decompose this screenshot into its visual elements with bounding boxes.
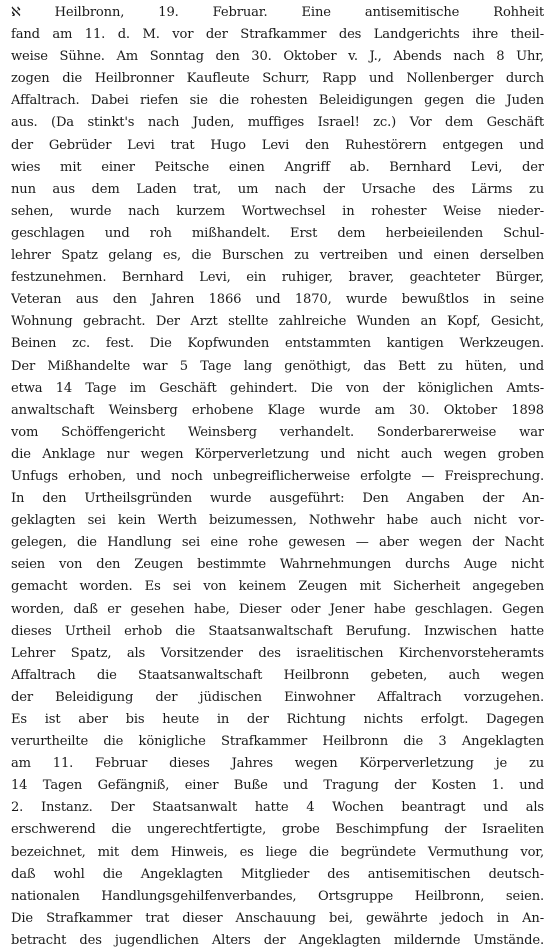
article-line: 2. Instanz. Der Staatsanwalt hatte 4 Wochen beantragt und als bbox=[11, 800, 544, 816]
article-line: bezeichnet, mit dem Hinweis, es liege die begründete Vermuthung vor, bbox=[11, 844, 544, 860]
article-line: seien von den Zeugen bestimmte Wahrnehmungen durchs Auge nicht bbox=[11, 557, 544, 573]
article-line: Der Mißhandelte war 5 Tage lang genöthigt, das Bett zu hüten, und bbox=[11, 358, 544, 374]
article-line: Wohnung gebracht. Der Arzt stellte zahlreiche Wunden an Kopf, Gesicht, bbox=[11, 314, 544, 330]
article-line: vom Schöffengericht Weinsberg verhandelt. Sonderbarerweise war bbox=[11, 424, 544, 440]
article-line: geschlagen und roh mißhandelt. Erst dem herbeieilenden Schul- bbox=[11, 225, 544, 241]
article-line: daß wohl die Angeklagten Mitglieder des antisemitischen deutsch- bbox=[11, 866, 544, 882]
article-line: fand am 11. d. M. vor der Strafkammer des Landgerichts ihre theil- bbox=[11, 27, 544, 43]
article-line: die Anklage nur wegen Körperverletzung und nicht auch wegen groben bbox=[11, 446, 544, 462]
article-line: zogen die Heilbronner Kaufleute Schurr, Rapp und Nollenberger durch bbox=[11, 71, 544, 87]
article-line: weise Sühne. Am Sonntag den 30. Oktober v. J., Abends nach 8 Uhr, bbox=[11, 49, 544, 65]
article-line: Affaltrach die Staatsanwaltschaft Heilbronn gebeten, auch wegen bbox=[11, 667, 544, 683]
article-line: erschwerend die ungerechtfertigte, grobe Beschimpfung der Israeliten bbox=[11, 822, 544, 838]
article-line: Veteran aus den Jahren 1866 und 1870, wurde bewußtlos in seine bbox=[11, 292, 544, 308]
article-line: anwaltschaft Weinsberg erhobene Klage wurde am 30. Oktober 1898 bbox=[11, 402, 544, 418]
article-line: gelegen, die Handlung sei eine rohe gewesen — aber wegen der Nacht bbox=[11, 535, 544, 551]
article-line: Beinen zc. fest. Die Kopfwunden entstammten kantigen Werkzeugen. bbox=[11, 336, 544, 352]
article-line: In den Urtheilsgründen wurde ausgeführt: Den Angaben der An- bbox=[11, 491, 544, 507]
article-line: Lehrer Spatz, als Vorsitzender des israelitischen Kirchenvorsteheramts bbox=[11, 645, 544, 661]
article-line: verurtheilte die königliche Strafkammer Heilbronn die 3 Angeklagten bbox=[11, 734, 544, 750]
article-line: nun aus dem Laden trat, um nach der Ursache des Lärms zu bbox=[11, 181, 544, 197]
article-line: der Gebrüder Levi trat Hugo Levi den Ruhestörern entgegen und bbox=[11, 137, 544, 153]
article-line: festzunehmen. Bernhard Levi, ein ruhiger, braver, geachteter Bürger, bbox=[11, 270, 544, 286]
article-line: sehen, wurde nach kurzem Wortwechsel in rohester Weise nieder- bbox=[11, 203, 544, 219]
article-line: betracht des jugendlichen Alters der Angeklagten mildernde Umstände. bbox=[11, 932, 544, 948]
article-line: Unfugs erhoben, und noch unbegreiflicherweise erfolgte — Freisprechung. bbox=[11, 468, 544, 484]
article-line: Affaltrach. Dabei riefen sie die rohesten Beleidigungen gegen die Juden bbox=[11, 93, 544, 109]
article-line: aus. (Da stinkt's nach Juden, muffiges Israel! zc.) Vor dem Geschäft bbox=[11, 115, 544, 131]
article-line: wies mit einer Peitsche einen Angriff ab. Bernhard Levi, der bbox=[11, 159, 544, 175]
article-line: der Beleidigung der jüdischen Einwohner Affaltrach vorzugehen. bbox=[11, 689, 544, 705]
article-line: worden, daß er gesehen habe, Dieser oder Jener habe geschlagen. Gegen bbox=[11, 601, 544, 617]
article-line: gemacht worden. Es sei von keinem Zeugen mit Sicherheit angegeben bbox=[11, 579, 544, 595]
article-line: 14 Tagen Gefängniß, einer Buße und Tragung der Kosten 1. und bbox=[11, 778, 544, 794]
article-line: Die Strafkammer trat dieser Anschauung bei, gewährte jedoch in An- bbox=[11, 910, 544, 926]
news-article bbox=[11, 2, 544, 952]
article-line: nationalen Handlungsgehilfenverbandes, Ortsgruppe Heilbronn, seien. bbox=[11, 888, 544, 904]
article-line: dieses Urtheil erhob die Staatsanwaltschaft Berufung. Inzwischen hatte bbox=[11, 623, 544, 639]
article-line: lehrer Spatz gelang es, die Burschen zu vertreiben und einen derselben bbox=[11, 248, 544, 264]
article-line: etwa 14 Tage im Geschäft gehindert. Die von der königlichen Amts- bbox=[11, 380, 544, 396]
article-line: geklagten sei kein Werth beizumessen, Nothwehr habe auch nicht vor- bbox=[11, 513, 544, 529]
article-line: ℵ Heilbronn, 19. Februar. Eine antisemitische Rohheit bbox=[11, 5, 544, 20]
article-line: Es ist aber bis heute in der Richtung nichts erfolgt. Dagegen bbox=[11, 712, 544, 727]
article-line: am 11. Februar dieses Jahres wegen Körperverletzung je zu bbox=[11, 756, 544, 772]
